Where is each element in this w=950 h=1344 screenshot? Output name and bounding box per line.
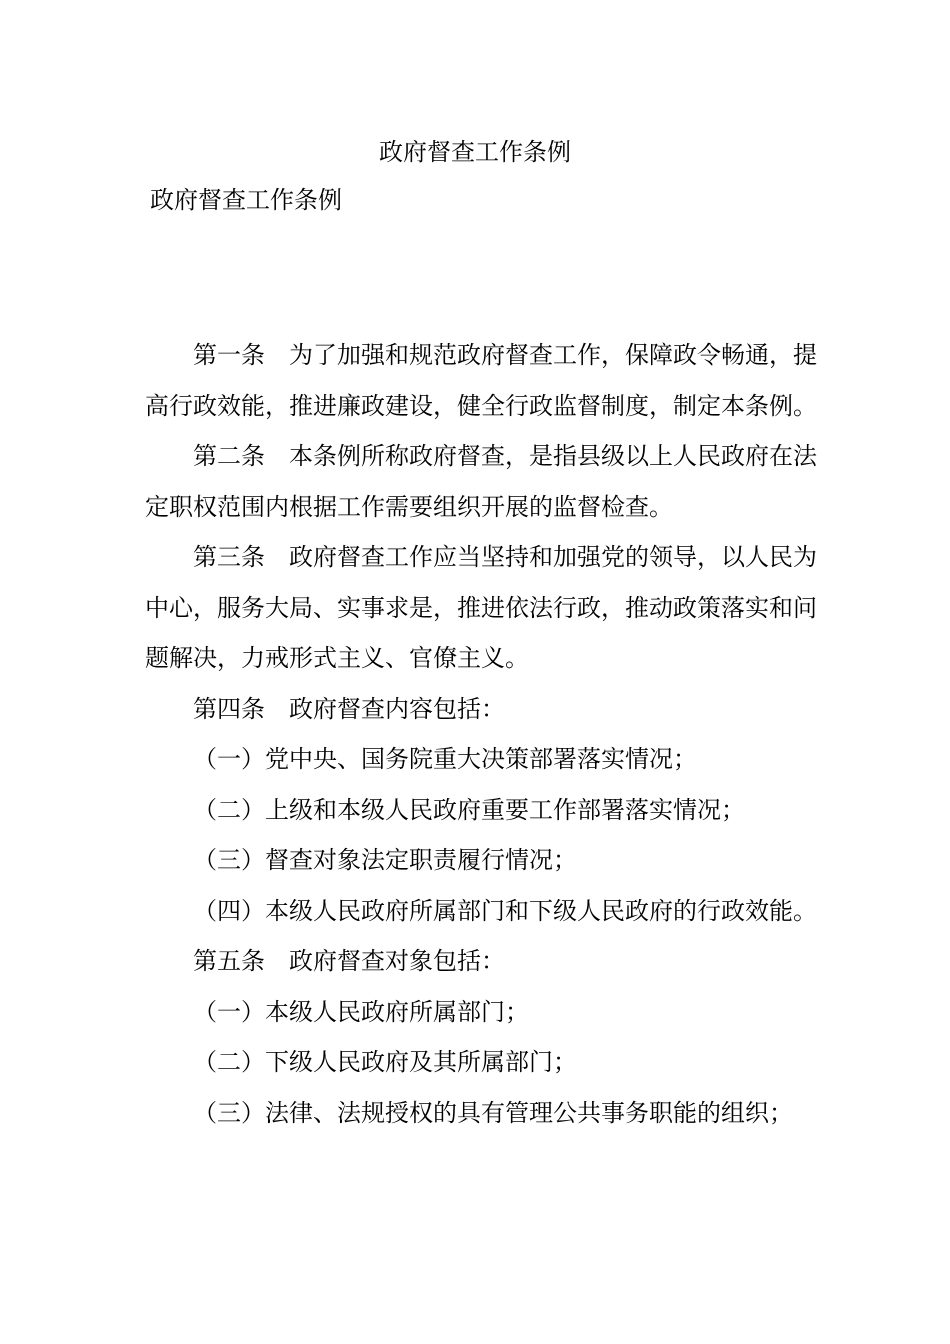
article-number: 第一条 — [193, 341, 265, 369]
list-item: （三）督查对象法定职责履行情况； — [193, 846, 577, 874]
document-subtitle: 政府督查工作条例 — [150, 186, 342, 214]
list-item: （一）本级人民政府所属部门； — [193, 997, 529, 1026]
article-number: 第五条 — [193, 947, 265, 975]
article-number: 第三条 — [193, 543, 265, 571]
list-item: （一）党中央、国务院重大决策部署落实情况； — [193, 745, 697, 773]
article-5 — [145, 936, 825, 987]
document-title: 政府督查工作条例 — [379, 138, 571, 166]
list-item: （三）法律、法规授权的具有管理公共事务职能的组织； — [193, 1098, 793, 1127]
article-1 — [145, 330, 825, 431]
article-number: 第二条 — [193, 442, 265, 470]
document-body — [145, 330, 825, 1138]
article-number: 第四条 — [193, 694, 265, 723]
article-text: 政府督查对象包括： — [289, 947, 505, 975]
article-4 — [145, 684, 825, 735]
article-3 — [145, 532, 825, 684]
list-item: （四）本级人民政府所属部门和下级人民政府的行政效能。 — [193, 896, 817, 925]
list-item: （二）下级人民政府及其所属部门； — [193, 1048, 577, 1076]
article-text: 本条例所称政府督查，是指县级以上人民政府在法定职权范围内根据工作需要组织开展的监督检查。 — [145, 442, 817, 521]
article-text: 政府督查工作应当坚持和加强党的领导，以人民为中心，服务大局、实事求是，推进依法行政，推动政策落实和问题解决，力戒形式主义、官僚主义。 — [145, 543, 817, 672]
article-text: 为了加强和规范政府督查工作，保障政令畅通，提高行政效能，推进廉政建设，健全行政监督制度，制定本条例。 — [145, 341, 817, 420]
article-2 — [145, 431, 825, 532]
list-item: （二）上级和本级人民政府重要工作部署落实情况； — [193, 795, 745, 824]
article-text: 政府督查内容包括： — [289, 694, 505, 723]
